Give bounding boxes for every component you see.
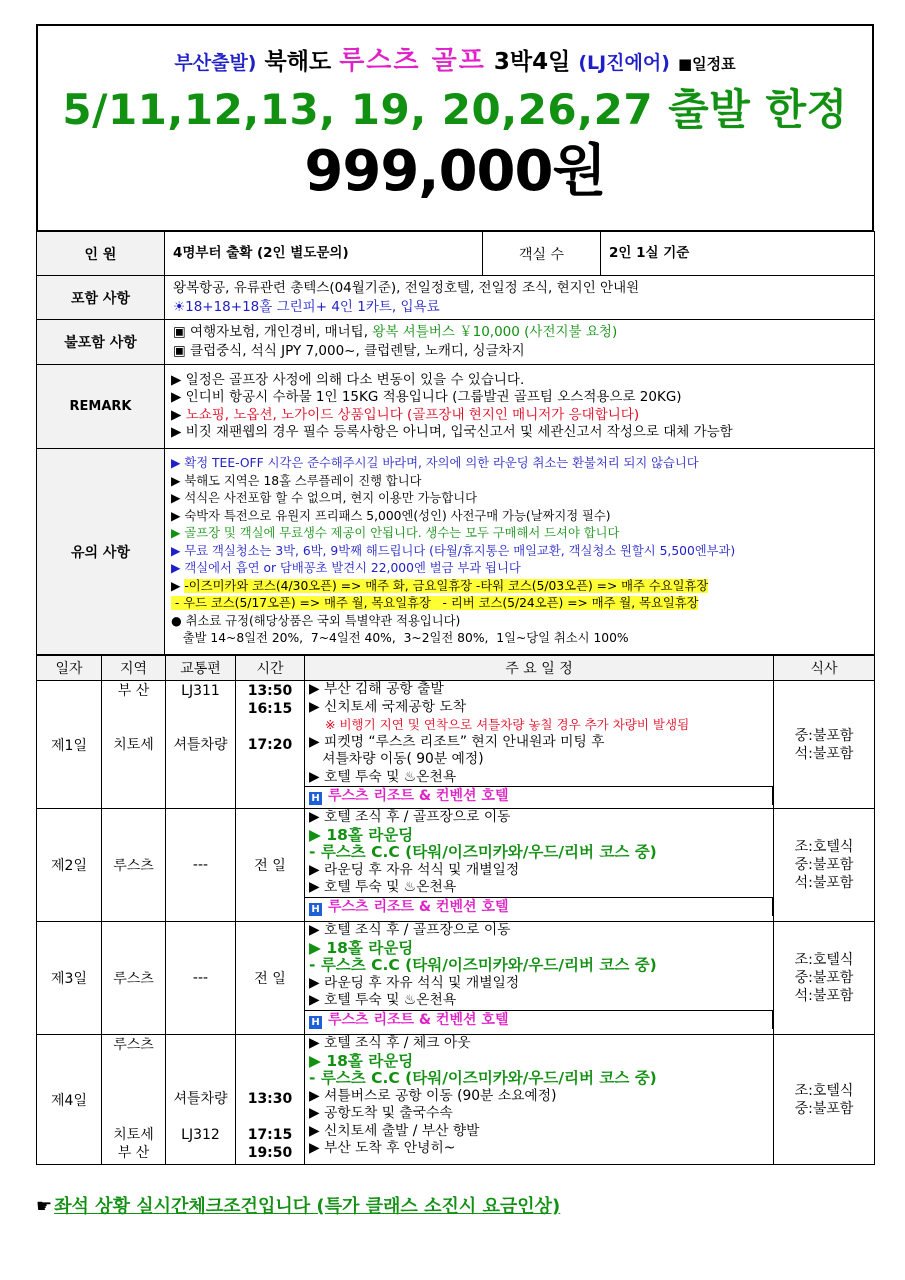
origin-label: 부산출발) [174, 52, 257, 74]
notes-label: 유의 사항 [37, 449, 165, 655]
schedule-table [36, 655, 875, 1165]
day-2-meal-2: 중:불포함 [794, 857, 854, 873]
day-1-label: 제1일 [37, 681, 102, 809]
day-1-transport-1: LJ311 [181, 683, 220, 699]
day-1-plan-3: ※ 비행기 지연 및 연착으로 셔틀차량 놓칠 경우 추가 차량비 발생됨 [325, 717, 690, 732]
day-2-plan-1: ▶ 호텔 조식 후 / 골프장으로 이동 [309, 809, 511, 825]
day-1-plan-6: ▶ 호텔 투숙 및 ♨온천욕 [309, 768, 457, 785]
schedule-header-row [37, 656, 875, 681]
day-2-plan-5: ▶ 호텔 투숙 및 ♨온천욕 [309, 879, 457, 895]
col-transport: 교통편 [166, 656, 236, 681]
day-2-time: 전 일 [236, 809, 305, 922]
included-line-1: 왕복항공, 유류관련 총텍스(04월기준), 전일정호텔, 전일정 조식, 현지인 안내원 [173, 279, 640, 296]
day-4-plan [305, 1035, 774, 1165]
day-4-meal [774, 1035, 875, 1165]
people-label: 인 원 [37, 232, 165, 276]
day-3-plan-4: ▶ 라운딩 후 자유 석식 및 개별일정 [309, 974, 520, 991]
hotel-icon: H [309, 792, 322, 805]
room-value: 2인 1실 기준 [601, 232, 875, 276]
notes-row [37, 449, 875, 655]
day-2-plan-3: - 루스츠 C.C (타워/이즈미카와/우드/리버 코스 중) [309, 844, 657, 861]
remark-3-arrow: ▶ [171, 406, 186, 423]
product-label: 루스츠 골프 [339, 46, 486, 76]
day-4-plan-6: ▶ 신치토세 출발 / 부산 향발 [309, 1122, 480, 1139]
included-value [165, 276, 875, 320]
day-3-time: 전 일 [236, 922, 305, 1035]
note-6: ▶ 무료 객실청소는 3박, 6박, 9박째 해드립니다 (타월/휴지통은 매일교환, 객실청소 원할시 5,500엔부과) [171, 543, 736, 558]
day-2-plan-4: ▶ 라운딩 후 자유 석식 및 개별일정 [309, 861, 520, 878]
hotel-icon: H [309, 903, 322, 916]
day-2-label: 제2일 [37, 809, 102, 922]
day-3-meal-2: 중:불포함 [794, 970, 854, 986]
excluded-line-2: ▣ 클럽중식, 석식 JPY 7,000~, 클럽렌탈, 노캐디, 싱글차지 [173, 343, 525, 359]
day-1-plan-4: ▶ 피켓명 “루스츠 리조트” 현지 안내원과 미팅 후 [309, 733, 605, 750]
excluded-value [165, 320, 875, 365]
day-4-region [102, 1035, 166, 1165]
departure-dates: 5/11,12,13, 19, 20,26,27 출발 한정 [62, 85, 848, 134]
itinerary-sheet [36, 24, 874, 1165]
day-4-plan-3: - 루스츠 C.C (타워/이즈미카와/우드/리버 코스 중) [309, 1070, 657, 1087]
day-1-plan-2: ▶ 신치토세 국제공항 도착 [309, 698, 467, 715]
day-2-meal-3: 석:불포함 [794, 875, 854, 891]
day-1-row [37, 681, 875, 809]
day-1-time [236, 681, 305, 809]
day-3-row [37, 922, 875, 1035]
day-3-transport: --- [166, 922, 236, 1035]
day-1-time-3: 17:20 [247, 737, 293, 753]
day-3-meal-3: 석:불포함 [794, 988, 854, 1004]
duration-label: 3박4일 [493, 49, 571, 75]
day-3-plan-1: ▶ 호텔 조식 후 / 골프장으로 이동 [309, 922, 511, 938]
footer-text: 좌석 상황 실시간체크조건입니다 (특가 클래스 소진시 요금인상) [54, 1196, 561, 1217]
header-banner [36, 24, 874, 231]
day-2-meal [774, 809, 875, 922]
note-4: ▶ 숙박자 특전으로 유원지 프리패스 5,000엔(성인) 사전구매 가능(날짜지정 필수) [171, 508, 611, 523]
day-4-plan-1: ▶ 호텔 조식 후 / 체크 아웃 [309, 1035, 471, 1051]
day-1-transport-2: 셔틀차량 [173, 737, 228, 753]
day-4-region-3: 부 산 [117, 1145, 150, 1161]
day-2-plan [305, 809, 774, 922]
note-8: -이즈미카와 코스(4/30오픈) => 매주 화, 금요일휴장 -타워 코스(5/03오픈) => 매주 수요일휴장 [184, 578, 709, 593]
info-table [36, 231, 875, 655]
day-1-meal [774, 681, 875, 809]
notes-value [165, 449, 875, 655]
pointing-hand-icon: ☛ [36, 1196, 53, 1217]
day-4-label: 제4일 [37, 1035, 102, 1165]
day-3-plan-2: ▶ 18홀 라운딩 [309, 939, 414, 957]
day-2-row [37, 809, 875, 922]
day-1-region-2: 치토세 [113, 737, 154, 753]
note-8-arrow: ▶ [171, 578, 185, 593]
footer-note [36, 1192, 560, 1218]
remark-4: ▶ 비짓 재팬웹의 경우 필수 등록사항은 아니며, 입국신고서 및 세관신고서 작성으로 대체 가능함 [171, 424, 733, 440]
day-4-time-3: 19:50 [247, 1145, 293, 1161]
doc-type-label: ■일정표 [677, 55, 736, 73]
day-2-region: 루스츠 [102, 809, 166, 922]
note-2: ▶ 북해도 지역은 18홀 스루플레이 진행 합니다 [171, 473, 422, 488]
day-4-time-1: 13:30 [247, 1091, 293, 1107]
day-1-time-2: 16:15 [247, 701, 293, 717]
col-time: 시간 [236, 656, 305, 681]
hotel-icon: H [309, 1016, 322, 1029]
col-meal: 식사 [774, 656, 875, 681]
region-label: 북해도 [264, 49, 332, 75]
day-4-time [236, 1035, 305, 1165]
day-4-transport-1: 셔틀차량 [173, 1091, 228, 1107]
note-1: ▶ 확정 TEE-OFF 시각은 준수해주시길 바라며, 자의에 의한 라운딩 취소는 환불처리 되지 않습니다 [171, 456, 699, 471]
day-2-plan-2: ▶ 18홀 라운딩 [309, 826, 414, 844]
room-label: 객실 수 [483, 232, 601, 276]
people-value: 4명부터 출확 (2인 별도문의) [165, 232, 483, 276]
note-3: ▶ 석식은 사전포함 할 수 없으며, 현지 이용만 가능합니다 [171, 491, 477, 506]
people-row [37, 232, 875, 276]
remark-row [37, 365, 875, 449]
title-line [38, 26, 872, 81]
day-1-time-1: 13:50 [247, 683, 293, 699]
remark-2: ▶ 인디비 항공시 수하물 1인 15KG 적용입니다 (그룹발권 골프팀 오스적용으로 20KG) [171, 389, 682, 405]
col-plan: 주 요 일 정 [305, 656, 774, 681]
excluded-row [37, 320, 875, 365]
day-3-hotel-name: 루스츠 리조트 & 컨벤션 호텔 [328, 1011, 509, 1028]
day-3-label: 제3일 [37, 922, 102, 1035]
day-4-region-1: 루스츠 [113, 1037, 154, 1053]
airline-label: (LJ진에어) [578, 52, 670, 74]
day-1-plan-1: ▶ 부산 김해 공항 출발 [309, 681, 444, 697]
col-region: 지역 [102, 656, 166, 681]
note-10: ● 취소료 규정(해당상품은 국외 특별약관 적용입니다) [171, 613, 461, 628]
day-2-meal-1: 조:호텔식 [794, 839, 854, 855]
day-4-meal-1: 조:호텔식 [794, 1082, 854, 1099]
day-3-region: 루스츠 [102, 922, 166, 1035]
day-3-meal [774, 922, 875, 1035]
day-2-hotel [305, 897, 773, 916]
included-line-2: ☀18+18+18홀 그린피+ 4인 1카트, 입욕료 [173, 298, 440, 315]
day-3-meal-1: 조:호텔식 [794, 952, 854, 968]
remark-1: ▶ 일정은 골프장 사정에 의해 다소 변동이 있을 수 있습니다. [171, 371, 525, 388]
day-1-hotel [305, 786, 773, 805]
day-4-plan-7: ▶ 부산 도착 후 안녕히~ [309, 1140, 456, 1156]
note-9: - 우드 코스(5/17오픈) => 매주 월, 목요일휴장 - 리버 코스(5/24오픈) => 매주 월, 목요일휴장 [171, 596, 699, 611]
day-3-plan [305, 922, 774, 1035]
excluded-line-1-green: 왕복 셔틀버스 ￥10,000 (사전지불 요청) [372, 324, 618, 340]
day-4-region-2: 치토세 [113, 1127, 154, 1143]
remark-value [165, 365, 875, 449]
included-label: 포함 사항 [37, 276, 165, 320]
day-1-region-1: 부 산 [117, 683, 150, 699]
day-3-plan-3: - 루스츠 C.C (타워/이즈미카와/우드/리버 코스 중) [309, 957, 657, 974]
day-2-hotel-name: 루스츠 리조트 & 컨벤션 호텔 [328, 898, 509, 915]
excluded-label: 불포함 사항 [37, 320, 165, 365]
day-4-transport [166, 1035, 236, 1165]
price: 999,000원 [304, 139, 606, 204]
note-11: 출발 14~8일전 20%, 7~4일전 40%, 3~2일전 80%, 1일~당일 취소시 100% [171, 631, 629, 646]
day-4-time-2: 17:15 [247, 1127, 293, 1143]
col-day: 일자 [37, 656, 102, 681]
day-3-hotel [305, 1010, 773, 1029]
day-2-transport: --- [166, 809, 236, 922]
note-7: ▶ 객실에서 흡연 or 담배꽁초 발견시 22,000엔 벌금 부과 됩니다 [171, 561, 521, 576]
remark-label: REMARK [37, 365, 165, 449]
day-1-transport [166, 681, 236, 809]
remark-3: 노쇼핑, 노옵션, 노가이드 상품입니다 (골프장내 현지인 매니저가 응대합니다) [185, 406, 640, 423]
day-1-region [102, 681, 166, 809]
day-1-plan-5: 셔틀차량 이동( 90분 예정) [309, 751, 484, 767]
day-1-meal-2: 석:불포함 [794, 745, 854, 762]
day-1-hotel-name: 루스츠 리조트 & 컨벤션 호텔 [328, 788, 509, 804]
excluded-line-1-black: ▣ 여행자보험, 개인경비, 매너팁, [173, 324, 373, 340]
day-4-plan-2: ▶ 18홀 라운딩 [309, 1052, 414, 1070]
note-5: ▶ 골프장 및 객실에 무료생수 제공이 안됩니다. 생수는 모두 구매해서 드셔야 합니다 [171, 526, 620, 541]
day-1-plan [305, 681, 774, 809]
day-4-transport-2: LJ312 [181, 1127, 220, 1143]
day-4-row [37, 1035, 875, 1165]
day-1-meal-1: 중:불포함 [794, 727, 854, 744]
day-3-plan-5: ▶ 호텔 투숙 및 ♨온천욕 [309, 992, 457, 1008]
day-4-plan-5: ▶ 공항도착 및 출국수속 [309, 1105, 453, 1121]
day-4-plan-4: ▶ 셔틀버스로 공항 이동 (90분 소요예정) [309, 1087, 557, 1104]
day-4-meal-2: 중:불포함 [794, 1100, 854, 1117]
included-row [37, 276, 875, 320]
